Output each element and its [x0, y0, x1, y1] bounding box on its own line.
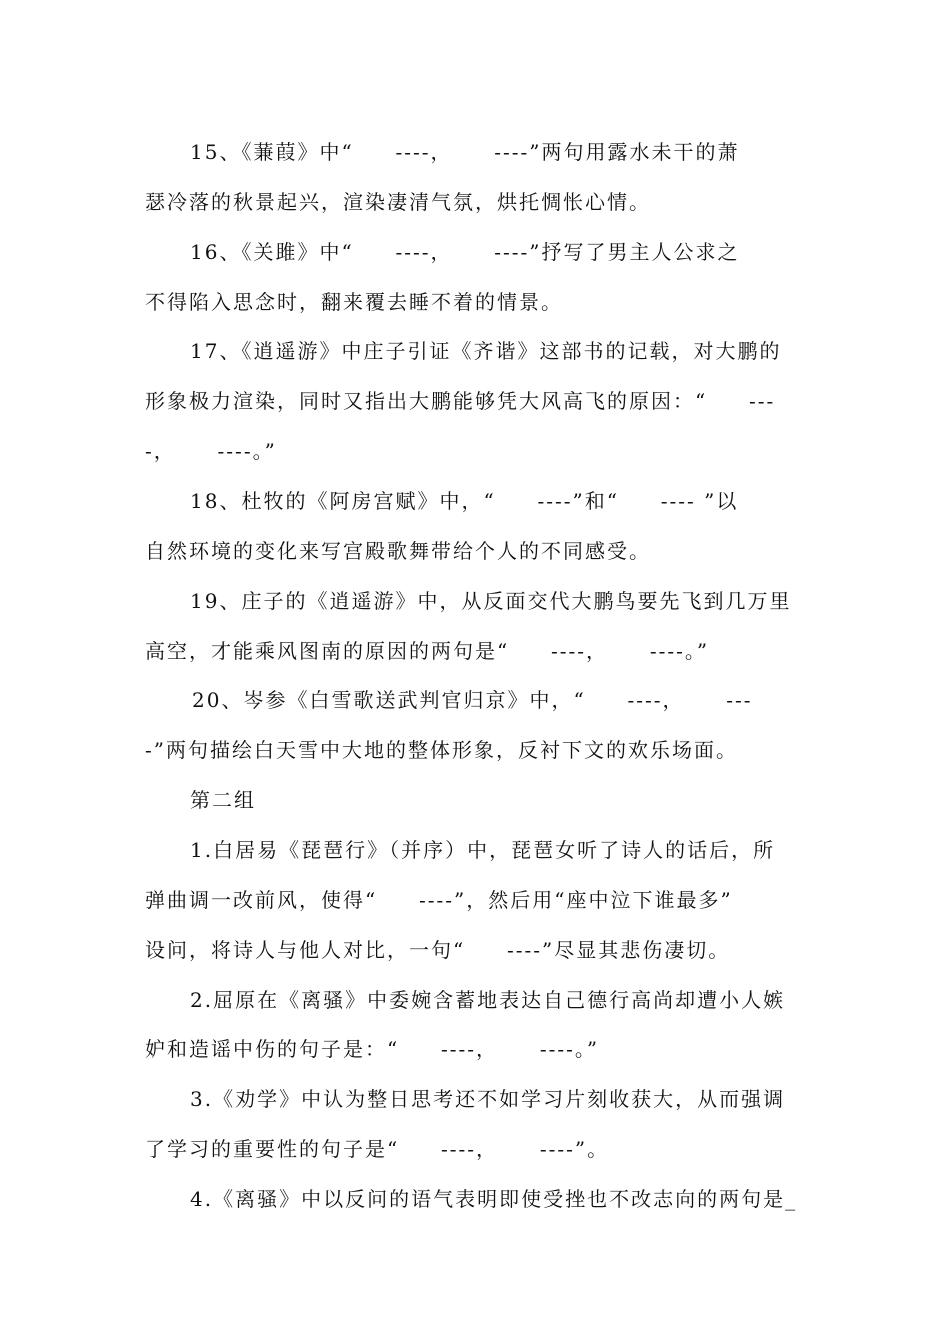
group2-question-2-line-1: 2.屈原在《离骚》中委婉含蓄地表达自己德行高尚却遭小人嫉 [190, 988, 786, 1012]
group2-question-4-line-1: 4.《离骚》中以反问的语气表明即使受挫也不改志向的两句是_ [190, 1187, 798, 1211]
question-15-line-1: 15、《蒹葭》中“ ----， ----”两句用露水未干的萧 [190, 140, 740, 164]
group2-question-3-line-1: 3.《劝学》中认为整日思考还不如学习片刻收获大，从而强调 [190, 1087, 786, 1111]
question-17-line-3: -， ----。” [145, 439, 277, 463]
group2-question-1-line-2: 弹曲调一改前风，使得“ ----”，然后用“座中泣下谁最多” [145, 888, 733, 912]
question-15-line-2: 瑟冷落的秋景起兴，渲染凄清气氛，烘托惆怅心情。 [145, 190, 651, 214]
group2-question-1-line-3: 设问，将诗人与他人对比，一句“ ----”尽显其悲伤凄切。 [145, 938, 731, 962]
question-20-line-1: 20、岑参《白雪歌送武判官归京》中，“ ----， --- [192, 688, 753, 712]
section-heading: 第二组 [190, 788, 256, 812]
group2-question-2-line-2: 妒和造谣中伤的句子是：“ ----， ----。” [145, 1037, 600, 1061]
question-19-line-2: 高空，才能乘风图南的原因的两句是“ ----， ----。” [145, 639, 710, 663]
question-19-line-1: 19、庄子的《逍遥游》中，从反面交代大鹏鸟要先飞到几万里 [190, 589, 792, 613]
question-20-line-2: -”两句描绘白天雪中大地的整体形象，反衬下文的欢乐场面。 [145, 738, 738, 762]
group2-question-3-line-2: 了学习的重要性的句子是“ ----， ----”。 [145, 1137, 610, 1161]
group2-question-1-line-1: 1.白居易《琵琶行》（并序）中，琵琶女听了诗人的话后，所 [190, 838, 776, 862]
question-17-line-1: 17、《逍遥游》中庄子引证《齐谐》这部书的记载，对大鹏的 [190, 339, 782, 363]
question-16-line-2: 不得陷入思念时，翻来覆去睡不着的情景。 [145, 290, 563, 314]
question-17-line-2: 形象极力渲染，同时又指出大鹏能够凭大风高飞的原因：“ --- [145, 389, 776, 413]
question-16-line-1: 16、《关雎》中“ ----， ----”抒写了男主人公求之 [190, 240, 740, 264]
question-18-line-2: 自然环境的变化来写宫殿歌舞带给个人的不同感受。 [145, 539, 651, 563]
question-18-line-1: 18、杜牧的《阿房宫赋》中，“ ----”和“ ---- ”以 [190, 489, 739, 513]
